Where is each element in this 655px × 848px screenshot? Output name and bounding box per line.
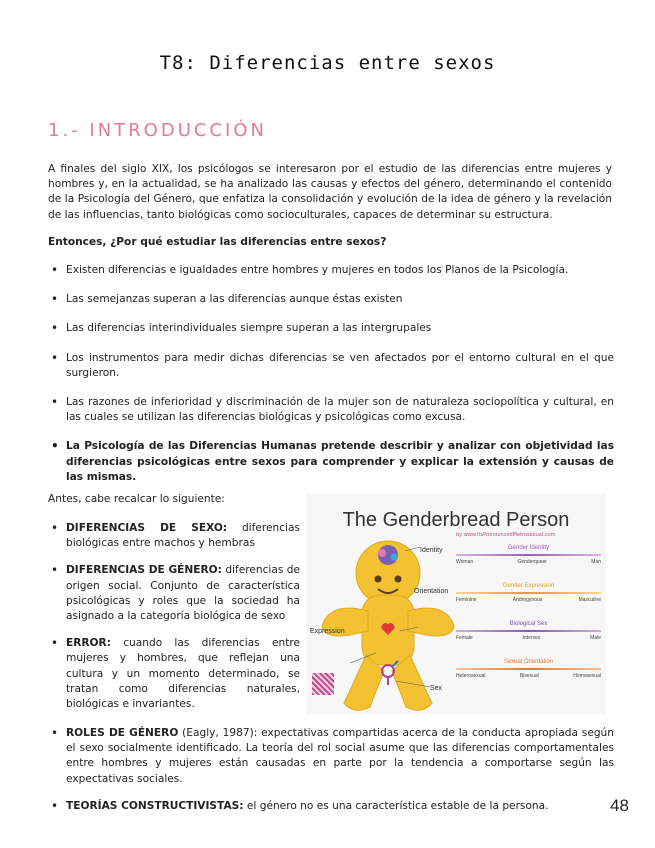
- antes-text: Antes, cabe recalcar lo siguiente:: [48, 493, 225, 505]
- spectrum-sexual-orientation: Sexual Orientation Heterosexual Bisexual Homosexual: [456, 659, 601, 679]
- list-item: • DIFERENCIAS DE GÉNERO: diferencias de origen social. Conjunto de característica psicológicas y roles que la sociedad ha asignado a la categoría biológica de sexo: [51, 563, 301, 623]
- page-number: 48: [610, 796, 629, 815]
- qr-code-icon: [312, 673, 334, 695]
- section-heading: 1.- INTRODUCCIÓN: [48, 120, 267, 141]
- spectrum-biological-sex: Biological Sex Female Intersex Male: [456, 621, 601, 641]
- spectrum-gender-expression: Gender Expression Feminine Androgynous Masculine: [456, 583, 601, 603]
- intro-paragraph: A finales del siglo XIX, los psicólogos se interesaron por el estudio de las diferencias entre mujeres y hombres y, en la actualidad, se ha analizado las causas y efectos del género, determinando el contenido de la Psicología del Género, que enfatiza la consolidación y evolución de la idea de género y la revelación de las influencias, tanto biológicas como socioculturales, capaces de determinar su estructura.: [48, 163, 612, 221]
- reasons-list: [48, 263, 614, 485]
- list-item: • Las semejanzas superan a las diferencias aunque éstas existen: [51, 292, 403, 307]
- list-item: • Los instrumentos para medir dichas diferencias se ven afectados por el entorno cultural en el que surgieron.: [51, 350, 614, 379]
- list-item: • Las diferencias interindividuales siempre superan a las intergrupales: [51, 321, 432, 336]
- expression-label: Expression: [310, 628, 345, 635]
- list-item: • ROLES DE GÉNERO (Eagly, 1987): expectativas compartidas acerca de la conducta apropiada según el sexo socialmente identificado. La teoría del rol social asume que las diferencias comportamentales entre hombres y mujeres están causadas en parte por la tendencia a comportarse según las expectativas sociales.: [51, 726, 614, 785]
- figure-title: The Genderbread Person: [342, 509, 570, 531]
- page-title: T8: Diferencias entre sexos: [159, 52, 496, 74]
- identity-label: Identity: [420, 547, 443, 554]
- question-heading: Entonces, ¿Por qué estudiar las diferencias entre sexos?: [48, 236, 387, 248]
- spectrum-gender-identity: Gender Identity Woman Genderqueer Man: [456, 545, 601, 565]
- list-item: • Existen diferencias e igualdades entre hombres y mujeres en todos los Planos de la Psicología.: [51, 263, 569, 277]
- definitions-list: [48, 521, 300, 712]
- figure-url: by www.ItsPronouncedMetrosexual.com: [456, 532, 556, 538]
- roles-list: [48, 726, 614, 814]
- sex-label: Sex: [430, 685, 443, 692]
- orientation-label: Orientation: [414, 588, 449, 595]
- list-item: • TEORÍAS CONSTRUCTIVISTAS: el género no es una característica estable de la persona.: [51, 798, 549, 813]
- list-item: • La Psicología de las Diferencias Humanas pretende describir y analizar con objetividad las diferencias psicológicas entre sexos para comprender y explicar la extensión y causas de las mismas.: [51, 439, 614, 483]
- list-item: • Las razones de inferioridad y discriminación de la mujer son de naturaleza sociopolítica y cultural, en las cuales se utilizan las diferencias biológicas y psicológicas como excusa.: [51, 395, 614, 424]
- genderbread-figure: [306, 493, 606, 715]
- list-item: • ERROR: cuando las diferencias entre mujeres y hombres, que reflejan una cultura y un momento determinado, se tratan como diferencias naturales, biológicas e invariantes.: [51, 636, 300, 711]
- list-item: • DIFERENCIAS DE SEXO: diferencias biológicas entre machos y hembras: [51, 521, 300, 550]
